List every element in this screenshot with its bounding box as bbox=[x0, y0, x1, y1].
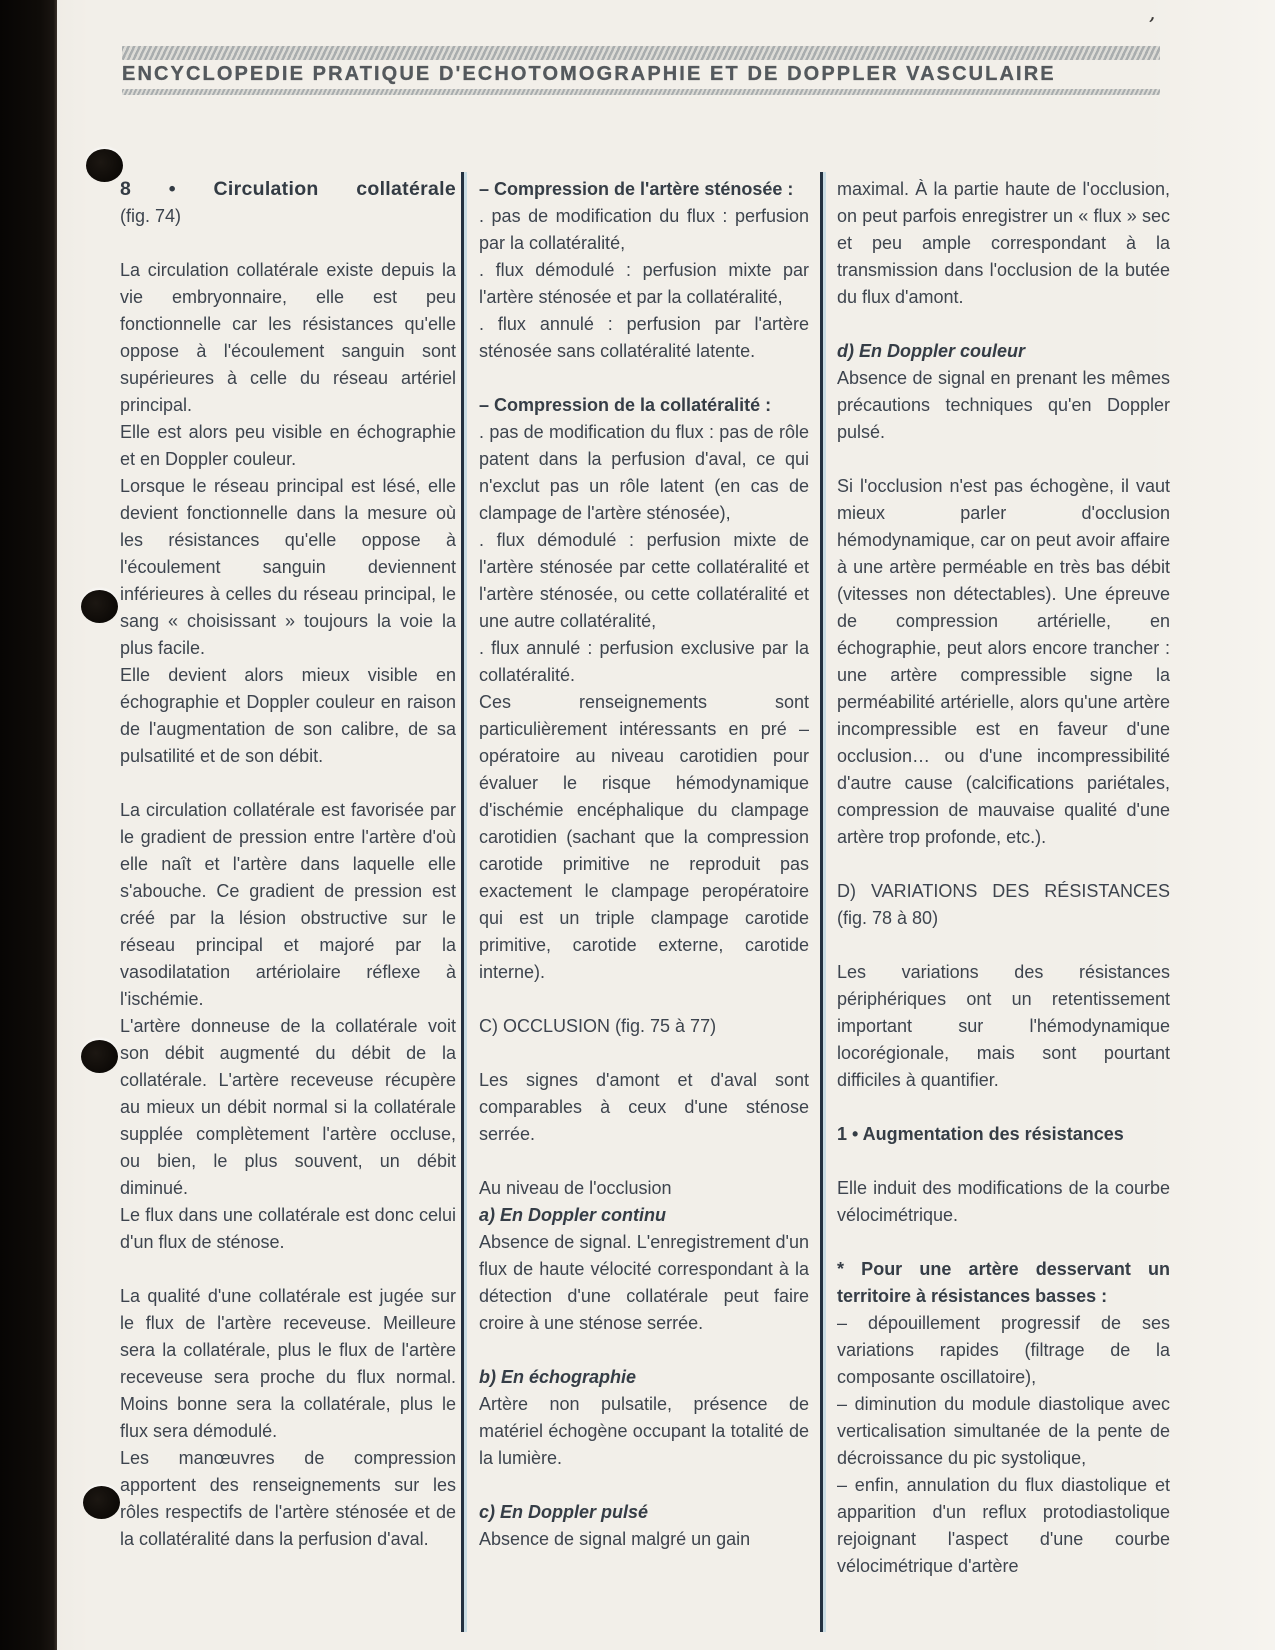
binding-hole bbox=[81, 590, 118, 623]
paragraph: Ces renseignements sont particulièrement intéressants en pré – opératoire au niveau carotidien pour évaluer le risque hémodynamique d'ischémie encéphalique du clampage carotidien (sachant que la compression carotide primitive ne reproduit pas exactement le clampage peropératoire qui est un triple clampage carotide primitive, carotide externe, carotide interne). bbox=[479, 692, 809, 982]
paragraph: . pas de modification du flux : pas de rôle patent dans la perfusion d'aval, ce qui n'exclut pas un rôle latent (en cas de clampage de l'artère sténosée), bbox=[479, 422, 809, 523]
text-column-1 bbox=[120, 176, 456, 1634]
section-heading: 8 • Circulation collatérale bbox=[120, 178, 456, 200]
paragraph: . flux démodulé : perfusion mixte par l'artère sténosée et par la collatéralité, bbox=[479, 260, 809, 307]
paragraph: Absence de signal malgré un gain bbox=[479, 1529, 751, 1549]
pen-mark: ʼ bbox=[1143, 13, 1156, 40]
paragraph: Les signes d'amont et d'aval sont comparables à ceux d'une sténose serrée. bbox=[479, 1070, 809, 1144]
paragraph: Artère non pulsatile, présence de matériel échogène occupant la totalité de la lumière. bbox=[479, 1394, 809, 1468]
paragraph: Elle est alors peu visible en échographie et en Doppler couleur. bbox=[120, 422, 456, 469]
paragraph: – diminution du module diastolique avec verticalisation simultanée de la pente de décroissance du pic systolique, bbox=[837, 1394, 1170, 1468]
column-divider bbox=[820, 172, 823, 1632]
paragraph: . flux annulé : perfusion exclusive par la collatéralité. bbox=[479, 638, 809, 685]
paragraph: La qualité d'une collatérale est jugée sur le flux de l'artère receveuse. Meilleure sera la collatérale, plus le flux de l'artère receveuse sera proche du flux normal. Moins bonne sera la collatérale, plus le flux sera démodulé. bbox=[120, 1286, 456, 1441]
section-heading: c) En Doppler pulsé bbox=[479, 1502, 649, 1522]
section-heading: – Compression de l'artère sténosée : bbox=[479, 179, 794, 199]
section-heading: – Compression de la collatéralité : bbox=[479, 395, 772, 415]
paragraph: C) OCCLUSION (fig. 75 à 77) bbox=[479, 1016, 717, 1036]
banner-stripe-top bbox=[122, 46, 1160, 60]
paragraph: La circulation collatérale existe depuis la vie embryonnaire, elle est peu fonctionnelle car les résistances qu'elle oppose à l'écoulement sanguin sont supérieures à celle du réseau artériel principal. bbox=[120, 260, 456, 415]
section-heading: * Pour une artère desservant un territoire à résistances basses : bbox=[837, 1259, 1170, 1306]
paragraph: L'artère donneuse de la collatérale voit son débit augmenté du débit de la collatérale. L'artère receveuse récupère au mieux un débit normal si la collatérale supplée complètement l'artère occluse, ou bien, le plus souvent, un débit diminué. bbox=[120, 1016, 456, 1198]
paragraph: – dépouillement progressif de ses variations rapides (filtrage de la composante oscillatoire), bbox=[837, 1313, 1170, 1387]
banner-stripe-bottom bbox=[122, 89, 1160, 95]
paragraph: D) VARIATIONS DES RÉSISTANCES (fig. 78 à 80) bbox=[837, 881, 1170, 928]
paragraph: Les variations des résistances périphériques ont un retentissement important sur l'hémodynamique locorégionale, mais sont pourtant difficiles à quantifier. bbox=[837, 962, 1170, 1090]
paragraph: Elle devient alors mieux visible en échographie et Doppler couleur en raison de l'augmentation de son calibre, de sa pulsatilité et de son débit. bbox=[120, 665, 456, 766]
paragraph: . flux démodulé : perfusion mixte de l'artère sténosée par cette collatéralité et l'artère sténosée, ou cette collatéralité et une autre collatéralité, bbox=[479, 530, 809, 631]
column-divider bbox=[461, 172, 464, 1632]
section-heading: 1 • Augmentation des résistances bbox=[837, 1124, 1124, 1144]
book-binding-edge bbox=[0, 0, 57, 1650]
paragraph: Les manœuvres de compression apportent des renseignements sur les rôles respectifs de l'artère sténosée et de la collatéralité dans la perfusion d'aval. bbox=[120, 1448, 456, 1549]
paragraph: La circulation collatérale est favorisée par le gradient de pression entre l'artère d'où elle naît et l'artère dans laquelle elle s'abouche. Ce gradient de pression est créé par la lésion obstructive sur le réseau principal et majoré par la vasodilatation artériolaire réflexe à l'ischémie. bbox=[120, 800, 456, 1009]
paragraph: Absence de signal. L'enregistrement d'un flux de haute vélocité correspondant à la détection d'une collatérale peut faire croire à une sténose serrée. bbox=[479, 1232, 809, 1333]
section-heading: d) En Doppler couleur bbox=[837, 341, 1026, 361]
paragraph: – enfin, annulation du flux diastolique et apparition d'un reflux protodiastolique rejoignant l'aspect d'une courbe vélocimétrique d'artère bbox=[837, 1475, 1170, 1576]
binding-hole bbox=[83, 1486, 120, 1519]
binding-hole bbox=[86, 149, 123, 182]
paragraph: Elle induit des modifications de la courbe vélocimétrique. bbox=[837, 1178, 1170, 1225]
paragraph: . flux annulé : perfusion par l'artère sténosée sans collatéralité latente. bbox=[479, 314, 809, 361]
paragraph: Si l'occlusion n'est pas échogène, il vaut mieux parler d'occlusion hémodynamique, car on peut avoir affaire à une artère perméable en très bas débit (vitesses non détectables). Une épreuve de compression artérielle, en échographie, peut alors encore trancher : une artère compressible signe la perméabilité artérielle, alors qu'une artère incompressible est en faveur d'une occlusion… ou d'une incompressibilité d'autre cause (calcifications pariétales, compression de mauvaise qualité d'une artère trop profonde, etc.). bbox=[837, 476, 1170, 847]
paragraph: . pas de modification du flux : perfusion par la collatéralité, bbox=[479, 206, 809, 253]
text-column-2 bbox=[479, 176, 809, 1634]
paragraph: (fig. 74) bbox=[120, 206, 182, 226]
section-heading: b) En échographie bbox=[479, 1367, 637, 1387]
paragraph: maximal. À la partie haute de l'occlusion, on peut parfois enregistrer un « flux » sec et peu ample correspondant à la transmission dans l'occlusion de la butée du flux d'amont. bbox=[837, 179, 1170, 307]
publication-banner bbox=[122, 46, 1160, 95]
paragraph: Au niveau de l'occlusion bbox=[479, 1178, 672, 1198]
binding-hole bbox=[81, 1040, 118, 1073]
text-column-3 bbox=[837, 176, 1170, 1634]
banner-title: ENCYCLOPEDIE PRATIQUE D'ECHOTOMOGRAPHIE ET DE DOPPLER VASCULAIRE bbox=[122, 63, 1056, 85]
paragraph: Le flux dans une collatérale est donc celui d'un flux de sténose. bbox=[120, 1205, 456, 1252]
paragraph: Lorsque le réseau principal est lésé, elle devient fonctionnelle dans la mesure où les résistances qu'elle oppose à l'écoulement sanguin deviennent inférieures à celles du réseau principal, le sang « choisissant » toujours la voie la plus facile. bbox=[120, 476, 456, 658]
section-heading: a) En Doppler continu bbox=[479, 1205, 666, 1225]
paragraph: Absence de signal en prenant les mêmes précautions techniques qu'en Doppler pulsé. bbox=[837, 368, 1170, 442]
